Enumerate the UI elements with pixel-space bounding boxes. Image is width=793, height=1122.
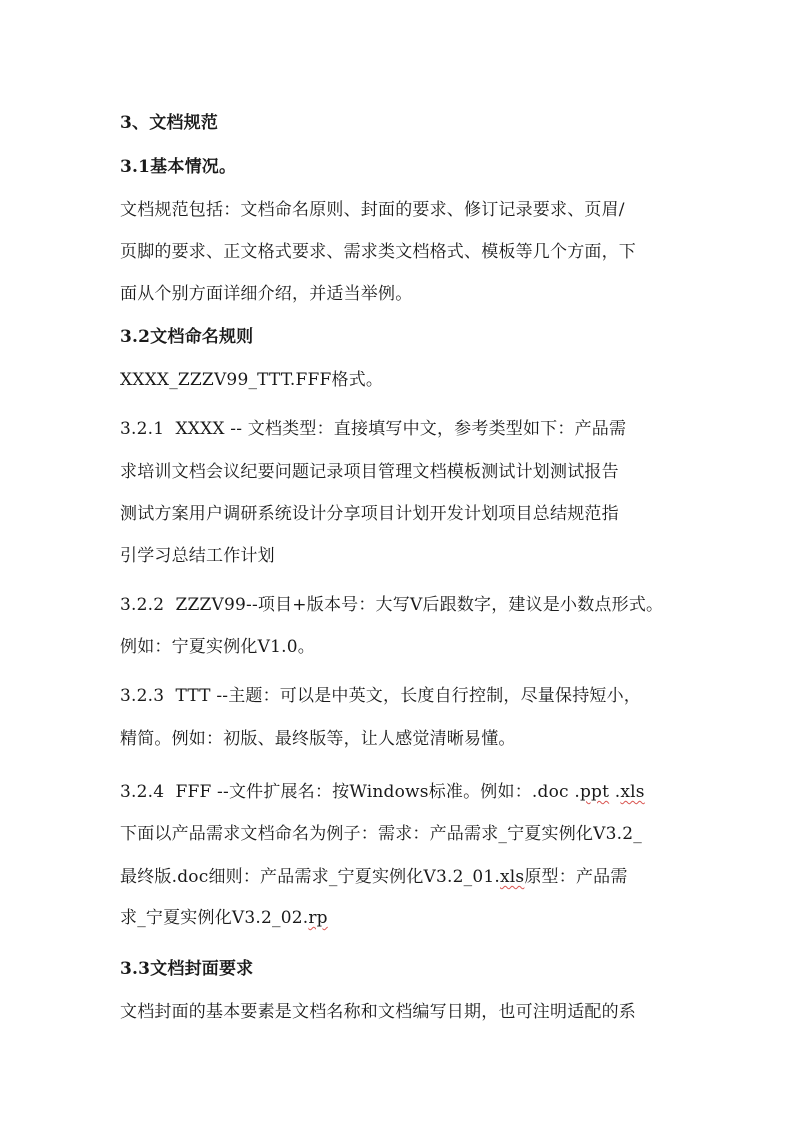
paragraph-line: 页脚的要求、正文格式要求、需求类文档格式、模板等几个方面，下 [120,242,636,262]
item-3-2-4-text: 3.2.4 FFF --文件扩展名：按Windows标准。例如：.doc . [120,782,580,802]
item-3-2-1-line: 求培训文档会议纪要问题记录项目管理文档模板测试计划测试报告 [120,462,619,482]
paragraph-line: 文档封面的基本要素是文档名称和文档编写日期，也可注明适配的系 [120,1002,636,1022]
item-3-2-1-line: 3.2.1 XXXX -- 文档类型：直接填写中文，参考类型如下：产品需 [120,419,627,439]
item-3-2-3-line: 3.2.3 TTT --主题：可以是中英文，长度自行控制，尽量保持短小， [120,686,642,706]
item-3-2-4-text: 原型：产品需 [524,867,628,887]
subsection-3-2-heading: 3.2文档命名规则 [120,327,254,347]
item-3-2-4-line [120,907,328,929]
spellcheck-word: xls [620,782,645,802]
subsection-3-3-heading: 3.3文档封面要求 [120,959,254,979]
spellcheck-word: rp [308,908,328,928]
spellcheck-word: ppt [579,782,610,802]
item-3-2-4-text: . [609,782,621,802]
item-3-2-2-line: 例如：宁夏实例化V1.0。 [120,637,315,657]
spellcheck-word: xls [500,867,525,887]
item-3-2-4-text: 求_宁夏实例化V3.2_02. [120,908,309,928]
paragraph-line: 面从个别方面详细介绍，并适当举例。 [120,284,413,304]
item-3-2-1-line: 测试方案用户调研系统设计分享项目计划开发计划项目总结规范指 [120,504,619,524]
item-3-2-2-line: 3.2.2 ZZZV99--项目+版本号：大写V后跟数字，建议是小数点形式。 [120,595,664,615]
item-3-2-4-line [120,781,645,803]
item-3-2-1-line: 引学习总结工作计划 [120,546,275,566]
item-3-2-4-line: 下面以产品需求文档命名为例子：需求：产品需求_宁夏实例化V3.2_ [120,824,642,844]
item-3-2-4-text: 最终版.doc细则：产品需求_宁夏实例化V3.2_01. [120,867,500,887]
naming-format-line: XXXX_ZZZV99_TTT.FFF格式。 [120,370,384,390]
paragraph-line: 文档规范包括：文档命名原则、封面的要求、修订记录要求、页眉/ [120,200,625,220]
item-3-2-3-line: 精简。例如：初版、最终版等，让人感觉清晰易懂。 [120,729,516,749]
section-heading: 3、文档规范 [120,113,219,133]
subsection-3-1-heading: 3.1基本情况。 [120,157,237,177]
item-3-2-4-line [120,866,628,888]
